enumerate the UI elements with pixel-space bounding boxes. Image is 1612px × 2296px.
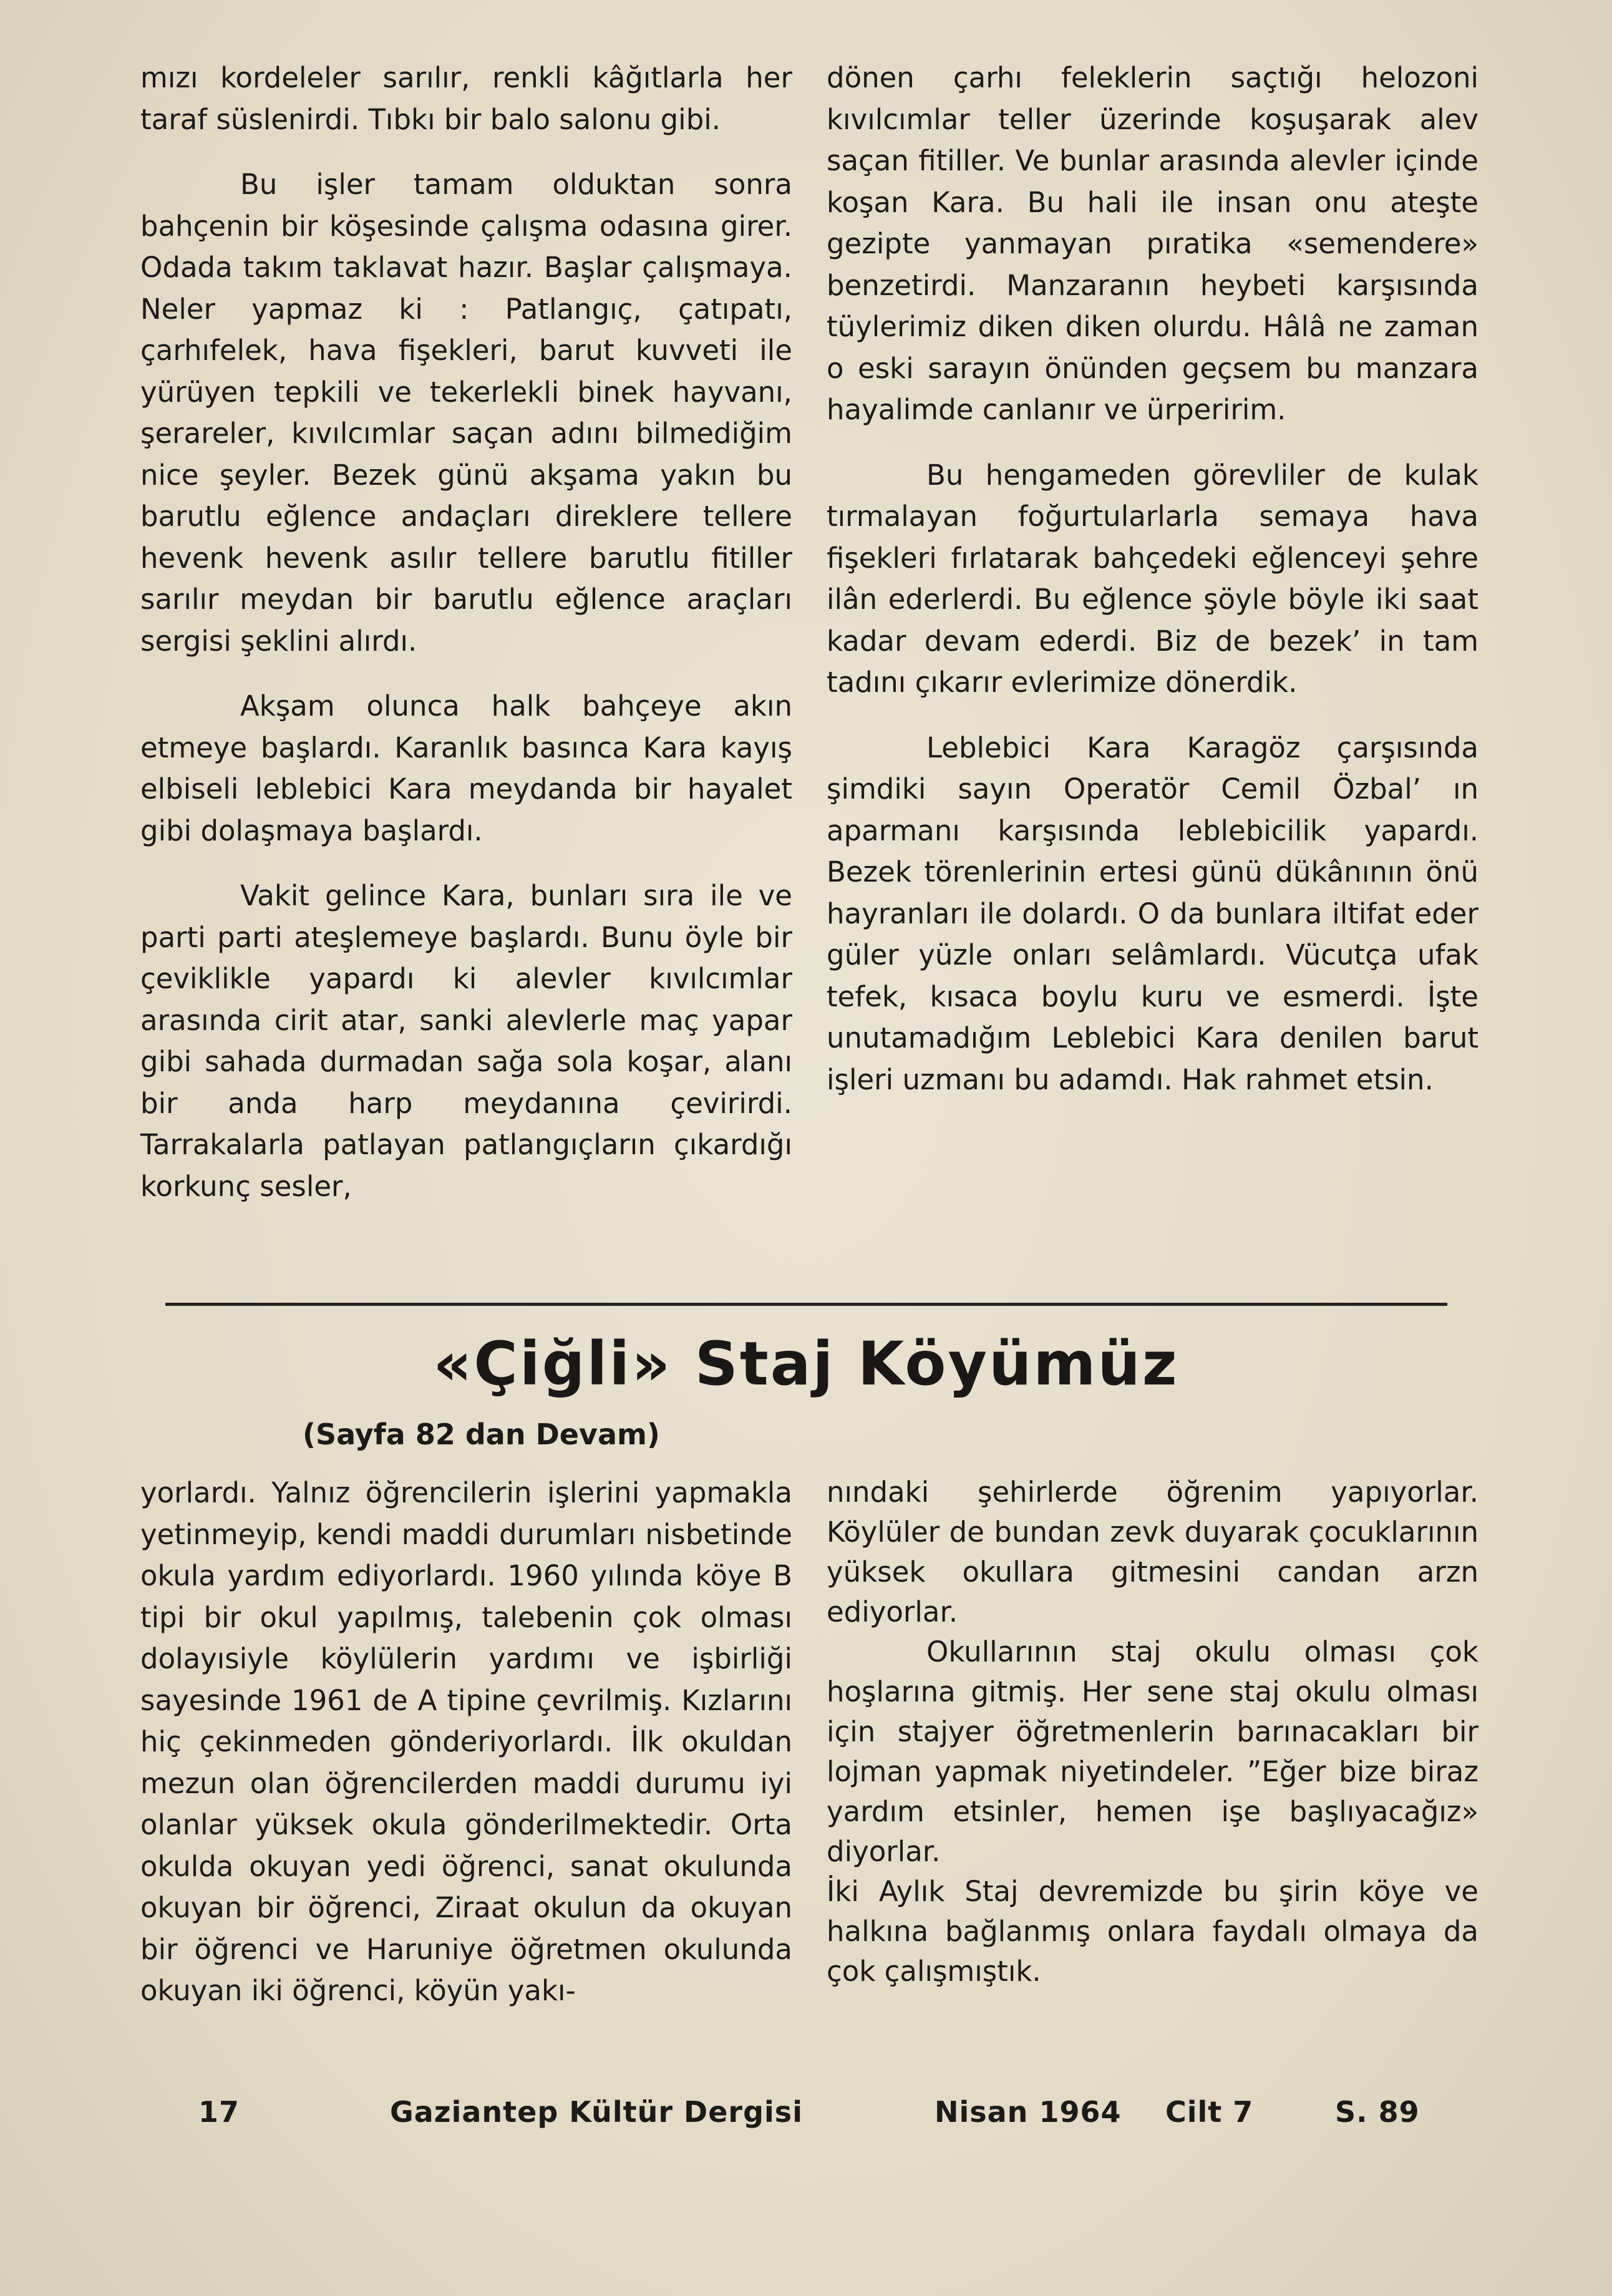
volume-number: Cilt 7 xyxy=(1165,2095,1254,2129)
journal-name: Gaziantep Kültür Dergisi xyxy=(390,2095,803,2129)
article-title: «Çiğli» Staj Köyümüz xyxy=(433,1329,1179,1399)
paragraph: nındaki şehirlerde öğrenim yapıyorlar. Köylüler de bundan zevk duyarak çocuklarının yüksek okullara gitmesini candan arzn ediyorlar. xyxy=(827,1476,1478,1628)
issue-date: Nisan 1964 xyxy=(935,2095,1122,2129)
continued-note: (Sayfa 82 dan Devam) xyxy=(303,1418,660,1451)
paragraph: Akşam olunca halk bahçeye akın etmeye başlardı. Karanlık basınca Kara kayış elbiseli leblebici Kara meydanda bir hayalet gibi dolaşmaya başlardı. xyxy=(140,689,792,847)
paragraph: İki Aylık Staj devremizde bu şirin köye ve halkına bağlanmış onlara faydalı olmaya da çok çalışmıştık. xyxy=(827,1875,1478,1988)
paragraph: dönen çarhı feleklerin saçtığı helozoni kıvılcımlar teller üzerinde koşuşarak alev saçan fitiller. Ve bunlar arasında alevler içinde koşan Kara. Bu hali ile insan onu ateşte gezipte yanmayan pıratika «semendere» benzetirdi. Manzaranın heybeti karşısında tüylerimiz diken diken olurdu. Hâlâ ne zaman o eski sarayın önünden geçsem bu manzara hayalimde canlanır ve ürperirim. xyxy=(827,61,1478,426)
paragraph: Vakit gelince Kara, bunları sıra ile ve parti parti ateşlemeye başlardı. Bunu öyle bir çeviklikle yapardı ki alevler kıvılcımlar arasında cirit atar, sanki alevlerle maç yapar gibi sahada durmadan sağa sola koşar, alanı bir anda harp meydanına çevirirdi. Tarrakalarla patlayan patlangıçların çıkardığı korkunç sesler, xyxy=(140,879,792,1203)
paragraph: mızı kordeleler sarılır, renkli kâğıtlarla her taraf süslenirdi. Tıbkı bir balo salonu gibi. xyxy=(140,61,792,136)
column-top-right xyxy=(827,57,1478,1101)
column-bottom-right xyxy=(827,1472,1478,1992)
issue-number: S. 89 xyxy=(1335,2095,1420,2129)
paragraph: Bu işler tamam olduktan sonra bahçenin bir köşesinde çalışma odasına girer. Odada takım taklavat hazır. Başlar çalışmaya. Neler yapmaz ki : Patlangıç, çatıpatı, çarhıfelek, hava fişekleri, barut kuvveti ile yürüyen tepkili ve tekerlekli binek hayvanı, şerareler, kıvılcımlar saçan adını bilmediğim nice şeyler. Bezek günü akşama yakın bu barutlu eğlence andaçları direklere tellere hevenk hevenk asılır tellere barutlu fitiller sarılır meydan bir barutlu eğlence araçları sergisi şeklini alırdı. xyxy=(140,168,792,658)
paragraph: Okullarının staj okulu olması çok hoşlarına gitmiş. Her sene staj okulu olması için stajyer öğretmenlerin barınacakları bir lojman yapmak niyetindeler. ”Eğer bize biraz yardım etsinler, hemen işe başlıyacağız» diyorlar. xyxy=(827,1635,1478,1868)
paragraph: Leblebici Kara Karagöz çarşısında şimdiki sayın Operatör Cemil Özbal’ ın aparmanı karşısında leblebicilik yapardı. Bezek törenlerinin ertesi günü dükânının önü hayranları ile dolardı. O da bunlara iltifat eder güler yüzle onları selâmlardı. Vücutça ufak tefek, kısaca boylu kuru ve esmerdi. İşte unutamadığım Leblebici Kara denilen barut işleri uzmanı bu adamdı. Hak rahmet etsin. xyxy=(827,731,1478,1096)
column-bottom-left xyxy=(140,1472,792,2012)
paragraph: yorlardı. Yalnız öğrencilerin işlerini yapmakla yetinmeyip, kendi maddi durumları nisbetinde okula yardım ediyorlardı. 1960 yılında köye B tipi bir okul yapılmış, talebenin çok olması dolayısiyle köylülerin yardımı ve işbirliği sayesinde 1961 de A tipine çevrilmiş. Kızlarını hiç çekinmeden gönderiyorlardı. İlk okuldan mezun olan öğrencilerden maddi durumu iyi olanlar yüksek okula gönderilmektedir. Orta okulda okuyan yedi öğrenci, sanat okulunda okuyan bir öğrenci, Ziraat okulun da okuyan bir öğrenci ve Haruniye öğretmen okulunda okuyan iki öğrenci, köyün yakı- xyxy=(140,1476,792,2007)
column-top-left xyxy=(140,57,792,1207)
section-divider xyxy=(165,1303,1447,1306)
paragraph: Bu hengameden görevliler de kulak tırmalayan foğurtularlarla semaya hava fişekleri fırlatarak bahçedeki eğlenceyi şehre ilân ederlerdi. Bu eğlence şöyle böyle iki saat kadar devam ederdi. Biz de bezek’ in tam tadını çıkarır evlerimize dönerdik. xyxy=(827,458,1478,699)
page-number: 17 xyxy=(198,2095,240,2129)
